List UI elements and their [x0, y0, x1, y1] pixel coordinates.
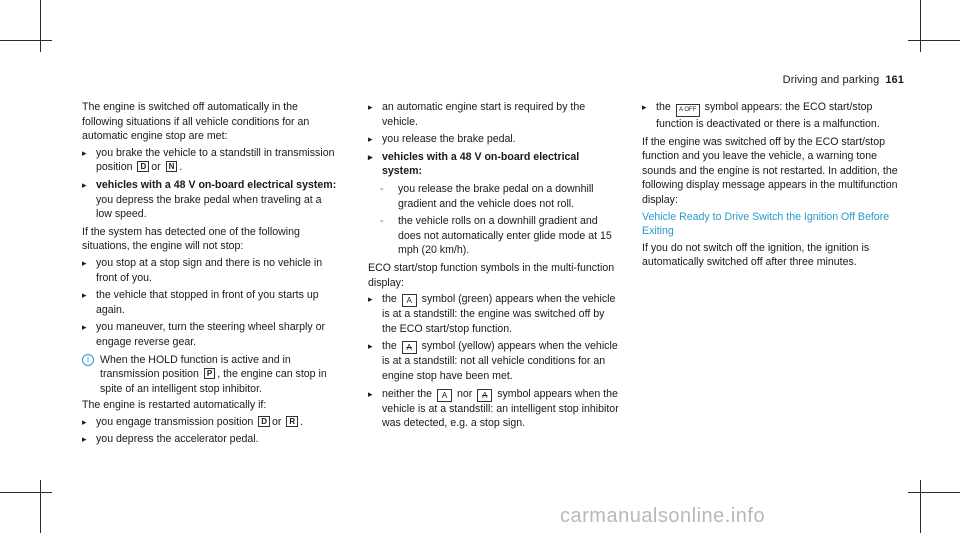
gear-p-icon: P: [204, 368, 215, 379]
eco-active-icon: A: [437, 389, 452, 402]
bullet-item: ▸ an automatic engine start is required by the vehicle.: [368, 100, 620, 129]
info-icon: i: [82, 354, 94, 366]
crop-mark: [920, 0, 921, 52]
info-note: i When the HOLD function is active and in transmission position P , the engine can stop in spite of an intelligent stop inhibitor.: [82, 353, 340, 397]
bullet-item: ▸ you maneuver, turn the steering wheel sharply or engage reverse gear.: [82, 320, 340, 349]
bullet-item: ▸ the A symbol (yellow) appears when the vehicle is at a standstill: not all vehicle conditions for an engine stop have been met.: [368, 339, 620, 383]
bullet-item: ▸ you engage transmission position D or R .: [82, 415, 340, 430]
bullet-item: ▸ the vehicle that stopped in front of you starts up again.: [82, 288, 340, 317]
bullet-item: ▸ the A OFF symbol appears: the ECO start/stop function is deactivated or there is a malfunction.: [642, 100, 904, 132]
bullet-item: ▸ vehicles with a 48 V on-board electrical system:: [368, 150, 620, 179]
crop-mark: [920, 480, 921, 533]
bullet-item: ▸ neither the A nor A symbol appears when the vehicle is at a standstill: an intelligent stop inhibitor was detected, e.g. a stop sign.: [368, 387, 620, 431]
watermark: carmanualsonline.info: [560, 505, 766, 527]
dash-item: - you release the brake pedal on a downhill gradient and the vehicle does not roll.: [376, 182, 620, 211]
crop-mark: [40, 0, 41, 52]
crop-mark: [908, 40, 960, 41]
column-2: [368, 100, 620, 434]
page-number: 161: [885, 74, 904, 86]
paragraph: If you do not switch off the ignition, the ignition is automatically switched off after three minutes.: [642, 241, 870, 269]
eco-off-icon: A OFF: [676, 104, 700, 117]
column-3: [642, 100, 904, 272]
bullet-item: ▸ the A symbol (green) appears when the vehicle is at a standstill: the engine was switched off by the ECO start/stop function.: [368, 292, 620, 336]
paragraph: The engine is switched off automatically in the following situations if all vehicle conditions for an automatic engine stop are met:: [82, 101, 310, 143]
section-title: Driving and parking: [782, 74, 880, 86]
gear-n-icon: N: [166, 161, 178, 172]
bullet-item: ▸ you stop at a stop sign and there is no vehicle in front of you.: [82, 256, 340, 285]
eco-inhibited-icon: A: [477, 389, 492, 402]
gear-r-icon: R: [286, 416, 298, 427]
crop-mark: [0, 492, 52, 493]
paragraph: If the engine was switched off by the ECO start/stop function and you leave the vehicle, a warning tone sounds and the engine is not restarted. In addition, the following display message appears in the multifunction display:: [642, 135, 898, 206]
bullet-item: ▸ you release the brake pedal.: [368, 132, 620, 147]
gear-d-icon: D: [137, 161, 149, 172]
column-1: [82, 100, 340, 450]
bullet-item: ▸ you brake the vehicle to a standstill in transmission position D or N .: [82, 146, 340, 175]
bullet-item: ▸ you depress the accelerator pedal.: [82, 432, 340, 447]
dash-item: - the vehicle rolls on a downhill gradient and does not automatically enter glide mode at 15 mph (20 km/h).: [376, 214, 620, 258]
paragraph: If the system has detected one of the following situations, the engine will not stop:: [82, 225, 300, 253]
eco-inhibited-icon: A: [402, 341, 417, 354]
paragraph: The engine is restarted automatically if:: [82, 399, 267, 412]
display-message: Vehicle Ready to Drive Switch the Ignition Off Before Exiting: [642, 210, 890, 238]
paragraph: ECO start/stop function symbols in the multi-function display:: [368, 261, 615, 289]
crop-mark: [40, 480, 41, 533]
gear-d-icon: D: [258, 416, 270, 427]
eco-active-icon: A: [402, 294, 417, 307]
crop-mark: [908, 492, 960, 493]
crop-mark: [0, 40, 52, 41]
bullet-item: ▸ vehicles with a 48 V on-board electrical system: you depress the brake pedal when traveling at a low speed.: [82, 178, 340, 222]
page-header: [783, 74, 904, 86]
